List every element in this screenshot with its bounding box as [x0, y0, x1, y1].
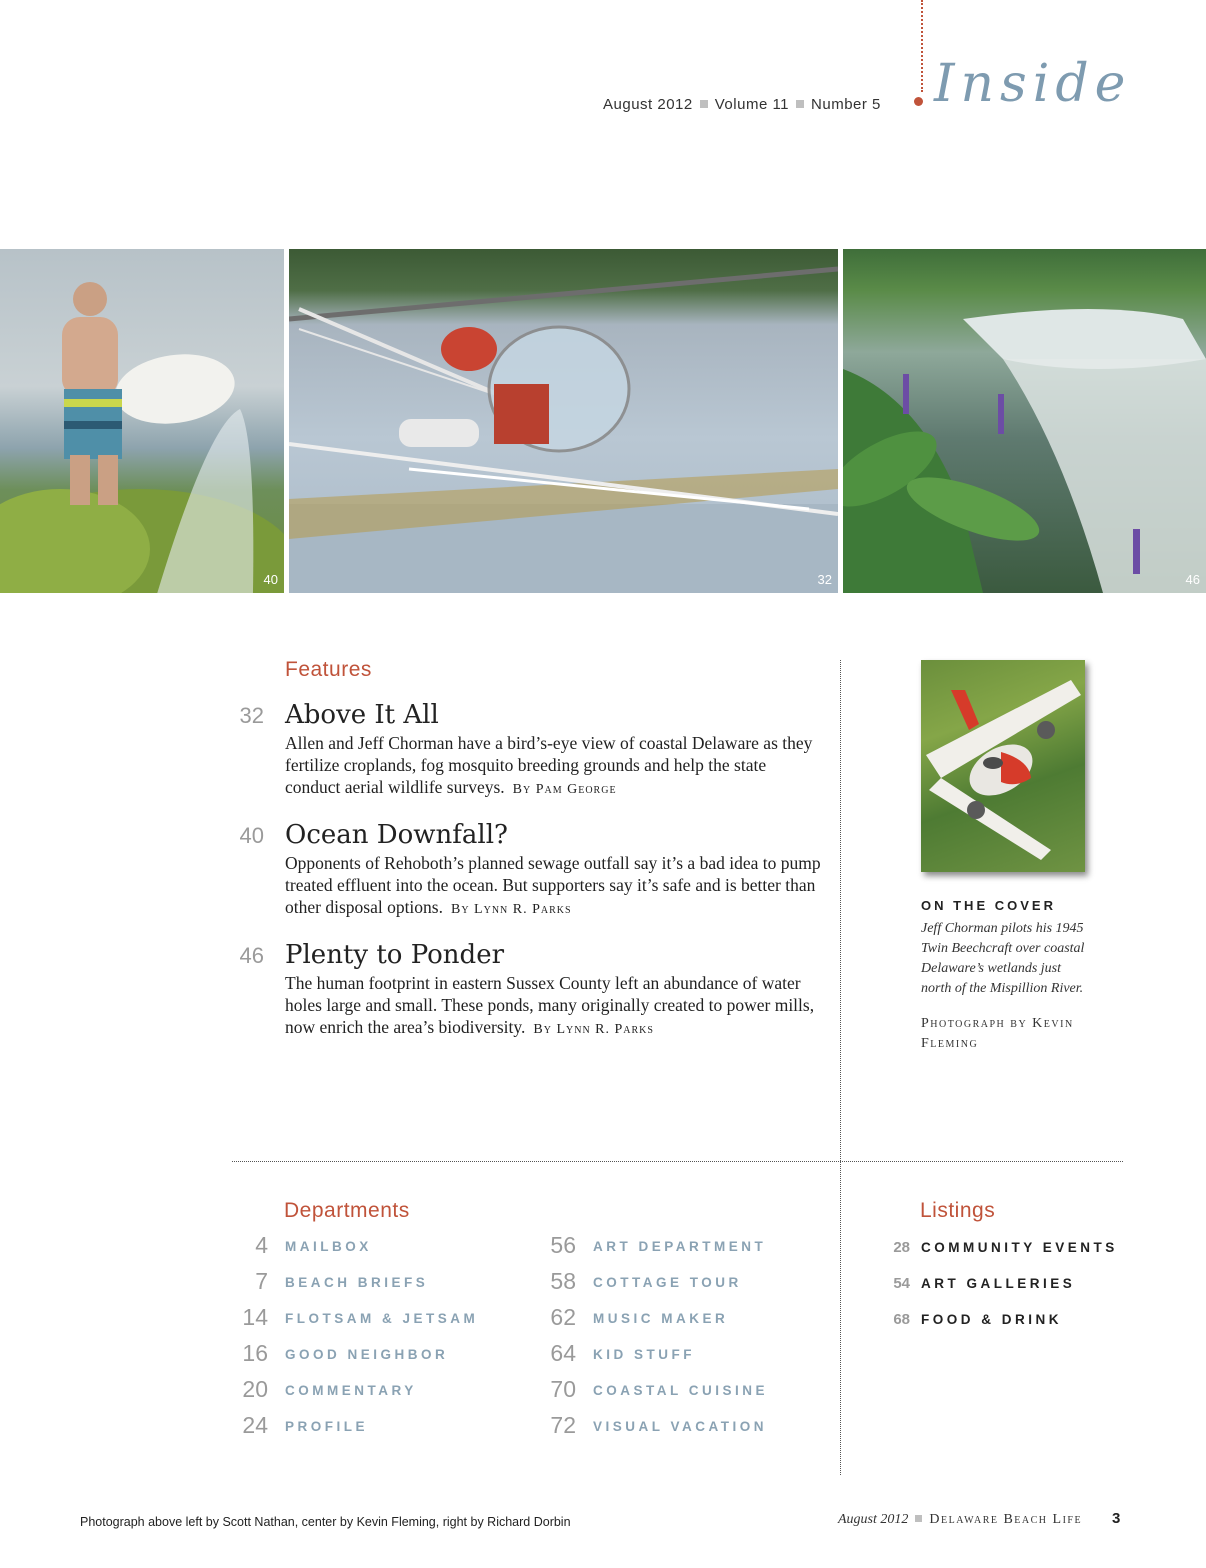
department-item[interactable]: [232, 1340, 522, 1370]
feature-page-number: 32: [239, 703, 264, 728]
department-page-number: 62: [550, 1304, 576, 1330]
feature-page-number: 46: [239, 943, 264, 968]
department-page-number: 64: [550, 1340, 576, 1366]
listing-item[interactable]: [880, 1234, 1160, 1264]
department-page-number: 24: [242, 1412, 268, 1438]
photo-page-number: 32: [817, 572, 832, 587]
feature-desc-text: Allen and Jeff Chorman have a bird’s-eye view of coastal Delaware as they fertilize croplands, fog mosquito breeding grounds and help the state conduct aerial wildlife surveys.: [285, 733, 813, 797]
department-label[interactable]: VISUAL VACATION: [593, 1419, 768, 1434]
feature-byline: By Pam George: [512, 782, 617, 797]
separator-square: [700, 100, 708, 108]
cover-photo-credit: Photograph by Kevin Fleming: [921, 1016, 1074, 1051]
photo-page-number: 40: [263, 572, 278, 587]
features-heading: Features: [285, 658, 372, 681]
department-label[interactable]: BEACH BRIEFS: [285, 1275, 429, 1290]
department-label[interactable]: COMMENTARY: [285, 1383, 417, 1398]
feature-byline: By Lynn R. Parks: [450, 902, 572, 917]
feature-title[interactable]: Above It All: [285, 700, 439, 730]
footer-magazine-name: Delaware Beach Life: [929, 1512, 1083, 1527]
feature-item[interactable]: [230, 940, 830, 1040]
footer-issue: [838, 1512, 1082, 1528]
feature-title[interactable]: Ocean Downfall?: [285, 820, 508, 850]
department-label[interactable]: ART DEPARTMENT: [593, 1239, 767, 1254]
photo-helicopter[interactable]: [289, 249, 838, 593]
issue-number: Number 5: [811, 96, 881, 113]
department-page-number: 16: [242, 1340, 268, 1366]
issue-month: August 2012: [603, 96, 693, 113]
department-item[interactable]: [540, 1304, 830, 1334]
listing-page-number: 28: [893, 1239, 910, 1256]
department-page-number: 7: [255, 1268, 268, 1294]
department-page-number: 72: [550, 1412, 576, 1438]
department-label[interactable]: COTTAGE TOUR: [593, 1275, 742, 1290]
listing-page-number: 54: [893, 1275, 910, 1292]
feature-page-number: 40: [239, 823, 264, 848]
department-label[interactable]: PROFILE: [285, 1419, 369, 1434]
listing-label[interactable]: COMMUNITY EVENTS: [921, 1240, 1118, 1255]
cover-description: Jeff Chorman pilots his 1945 Twin Beechcraft over coastal Delaware’s wetlands just north of the Mispillion River.: [921, 921, 1085, 996]
photo-page-number: 46: [1185, 572, 1200, 587]
header-dot: [914, 97, 923, 106]
cover-heading: ON THE COVER: [921, 898, 1056, 913]
department-page-number: 58: [550, 1268, 576, 1294]
departments-heading: Departments: [284, 1199, 410, 1222]
header-dotted-line: [921, 0, 923, 92]
page-number: 3: [1112, 1510, 1121, 1527]
listings-heading: Listings: [920, 1199, 996, 1222]
feature-description: [285, 732, 825, 801]
department-page-number: 56: [550, 1232, 576, 1258]
river-illustration: [843, 249, 1206, 593]
listing-page-number: 68: [893, 1311, 910, 1328]
department-item[interactable]: [540, 1340, 830, 1370]
issue-volume: Volume 11: [714, 96, 790, 113]
listing-item[interactable]: [880, 1270, 1160, 1300]
department-label[interactable]: MAILBOX: [285, 1239, 372, 1254]
department-label[interactable]: KID STUFF: [593, 1347, 695, 1362]
department-item[interactable]: [540, 1376, 830, 1406]
department-item[interactable]: [540, 1412, 830, 1442]
department-page-number: 70: [550, 1376, 576, 1402]
department-item[interactable]: [232, 1232, 522, 1262]
department-page-number: 20: [242, 1376, 268, 1402]
feature-item[interactable]: [230, 820, 830, 920]
issue-line: [603, 96, 881, 113]
department-page-number: 14: [242, 1304, 268, 1330]
department-item[interactable]: [232, 1376, 522, 1406]
department-item[interactable]: [540, 1268, 830, 1298]
department-item[interactable]: [540, 1232, 830, 1262]
department-item[interactable]: [232, 1268, 522, 1298]
vertical-divider: [840, 660, 841, 1475]
feature-title[interactable]: Plenty to Ponder: [285, 940, 505, 970]
department-label[interactable]: COASTAL CUISINE: [593, 1383, 769, 1398]
airplane-illustration: [921, 660, 1085, 872]
photo-river[interactable]: [843, 249, 1206, 593]
separator-square: [915, 1515, 922, 1522]
feature-item[interactable]: [230, 700, 830, 800]
department-label[interactable]: GOOD NEIGHBOR: [285, 1347, 449, 1362]
listing-item[interactable]: [880, 1306, 1160, 1336]
feature-description: [285, 852, 825, 921]
department-item[interactable]: [232, 1412, 522, 1442]
feature-byline: By Lynn R. Parks: [533, 1022, 654, 1037]
page-title: Inside: [934, 54, 1132, 114]
surfer-illustration: [0, 249, 284, 593]
department-item[interactable]: [232, 1304, 522, 1334]
department-page-number: 4: [255, 1232, 268, 1258]
separator-square: [796, 100, 804, 108]
department-label[interactable]: MUSIC MAKER: [593, 1311, 729, 1326]
listing-label[interactable]: ART GALLERIES: [921, 1276, 1076, 1291]
feature-description: [285, 972, 825, 1041]
footer-issue-date: August 2012: [838, 1512, 909, 1527]
feature-desc-text: The human footprint in eastern Sussex County left an abundance of water holes large and small. These ponds, many originally created to power mills, now enrich the area’s biodiversity.: [285, 973, 815, 1037]
cover-image[interactable]: [921, 660, 1085, 872]
listing-label[interactable]: FOOD & DRINK: [921, 1312, 1062, 1327]
feature-desc-text: Opponents of Rehoboth’s planned sewage outfall say it’s a bad idea to pump treated effluent into the ocean. But supporters say it’s safe and is better than other disposal options.: [285, 853, 821, 917]
photo-surfer[interactable]: [0, 249, 284, 593]
department-label[interactable]: FLOTSAM & JETSAM: [285, 1311, 479, 1326]
horizontal-divider: [232, 1161, 1123, 1162]
helicopter-illustration: [289, 249, 838, 593]
footer-photo-credit: Photograph above left by Scott Nathan, center by Kevin Fleming, right by Richard Dorbin: [80, 1515, 571, 1529]
